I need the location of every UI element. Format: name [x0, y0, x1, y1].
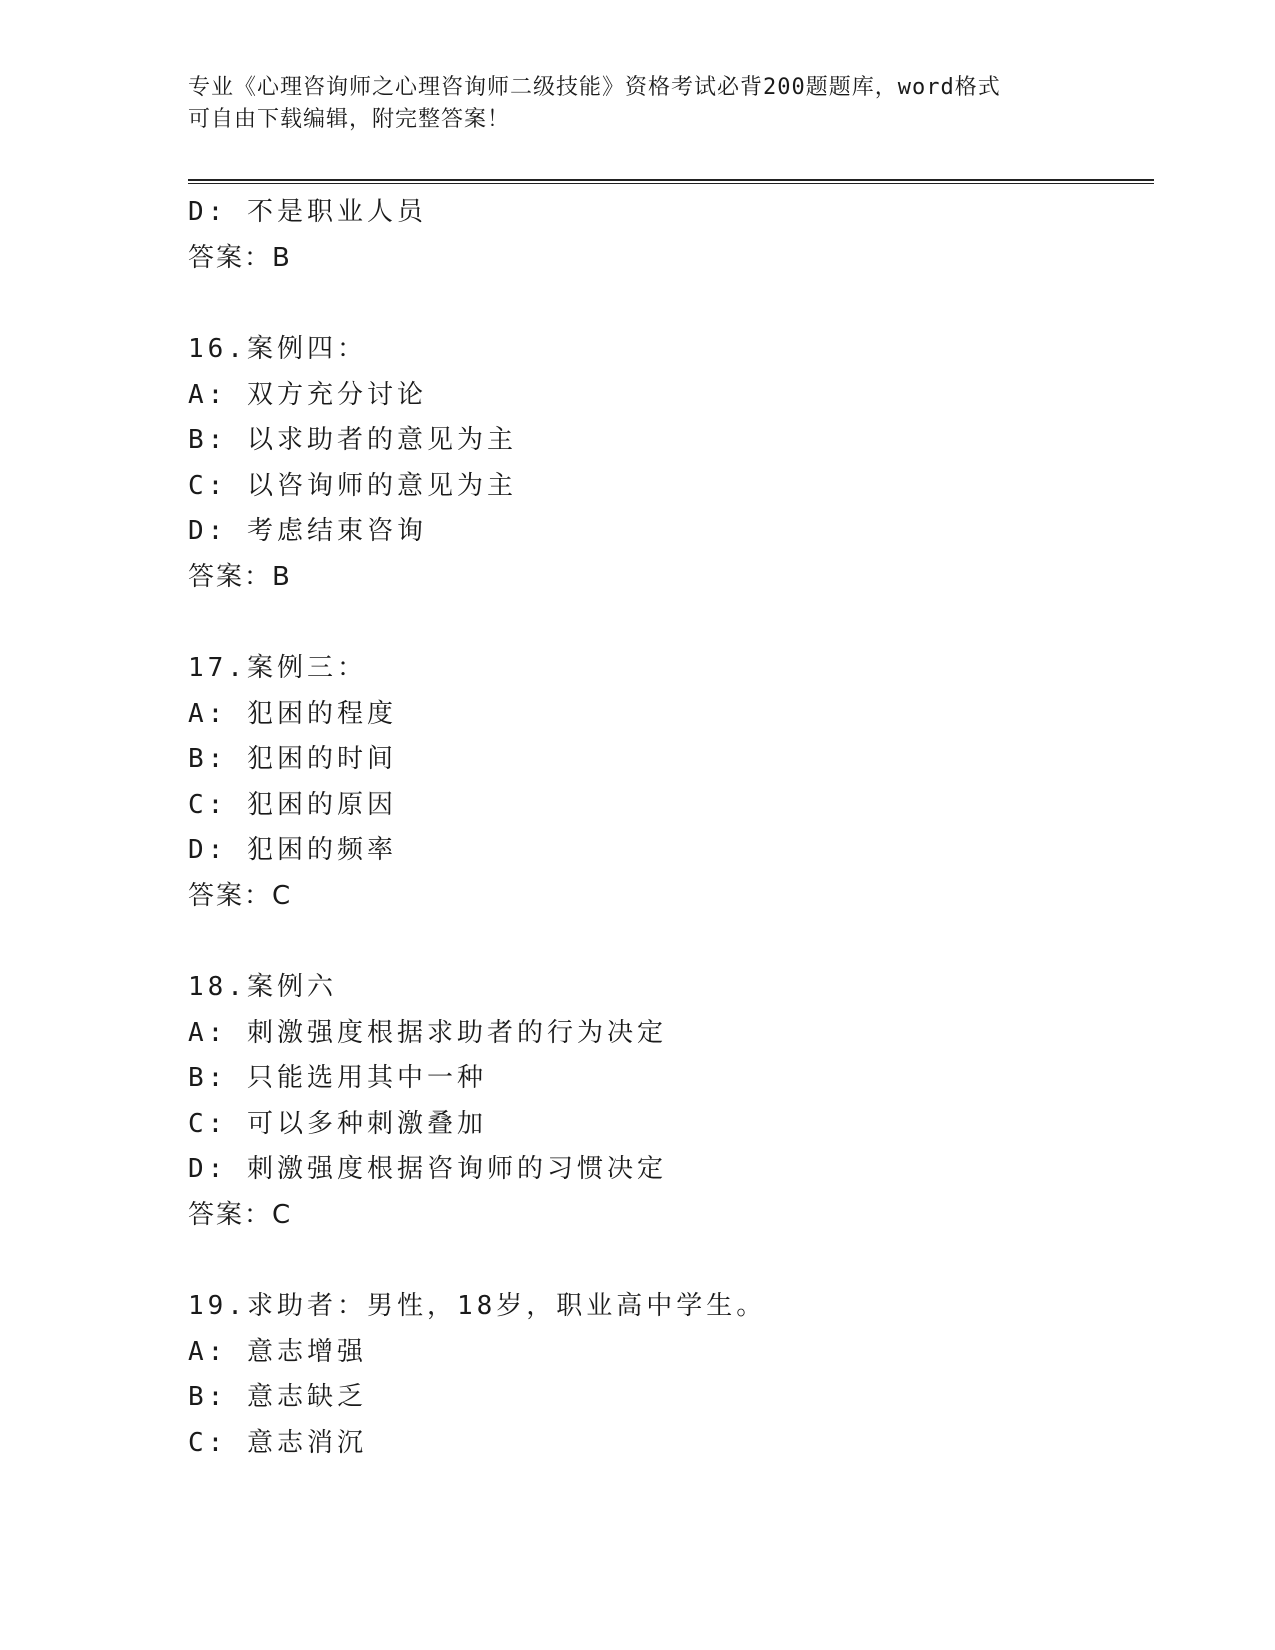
- option-a: A: 意志增强: [188, 1336, 367, 1367]
- option-d: D: 刺激强度根据咨询师的习惯决定: [188, 1154, 667, 1184]
- question-text: 17.案例三：: [188, 653, 367, 683]
- question-19: [188, 1284, 1148, 1466]
- answer: 答案：C: [188, 880, 293, 911]
- option-c: C: 以咨询师的意见为主: [188, 470, 517, 501]
- question-text: 18.案例六: [188, 972, 337, 1002]
- spacer: [188, 281, 1148, 327]
- option-c: C: 意志消沉: [188, 1427, 367, 1458]
- option-a: A: 双方充分讨论: [188, 379, 427, 410]
- question-17: [188, 646, 1148, 919]
- spacer: [188, 1238, 1148, 1284]
- header-line-1: 专业《心理咨询师之心理咨询师二级技能》资格考试必背200题题库，word格式: [188, 75, 1001, 100]
- option-a: A: 刺激强度根据求助者的行为决定: [188, 1017, 667, 1048]
- answer: 答案：B: [188, 561, 292, 592]
- option-b: B: 意志缺乏: [188, 1382, 367, 1412]
- option-d: D: 不是职业人员: [188, 197, 427, 227]
- question-18: [188, 965, 1148, 1238]
- answer: 答案：C: [188, 1199, 293, 1230]
- question-list: [188, 190, 1148, 1466]
- spacer: [188, 919, 1148, 965]
- option-b: B: 只能选用其中一种: [188, 1063, 487, 1093]
- option-b: B: 犯困的时间: [188, 744, 397, 774]
- question-15-tail: [188, 190, 1148, 281]
- option-a: A: 犯困的程度: [188, 698, 397, 729]
- option-d: D: 犯困的频率: [188, 835, 397, 865]
- option-d: D: 考虑结束咨询: [188, 516, 427, 546]
- header-divider: [188, 179, 1154, 184]
- spacer: [188, 600, 1148, 646]
- question-16: [188, 327, 1148, 600]
- answer: 答案：B: [188, 242, 292, 273]
- document-header: [188, 72, 1088, 136]
- option-b: B: 以求助者的意见为主: [188, 425, 517, 455]
- header-line-2: 可自由下载编辑，附完整答案！: [188, 107, 511, 132]
- option-c: C: 可以多种刺激叠加: [188, 1108, 487, 1139]
- question-text: 19.求助者：男性，18岁，职业高中学生。: [188, 1291, 767, 1321]
- question-text: 16.案例四：: [188, 334, 367, 364]
- option-c: C: 犯困的原因: [188, 789, 397, 820]
